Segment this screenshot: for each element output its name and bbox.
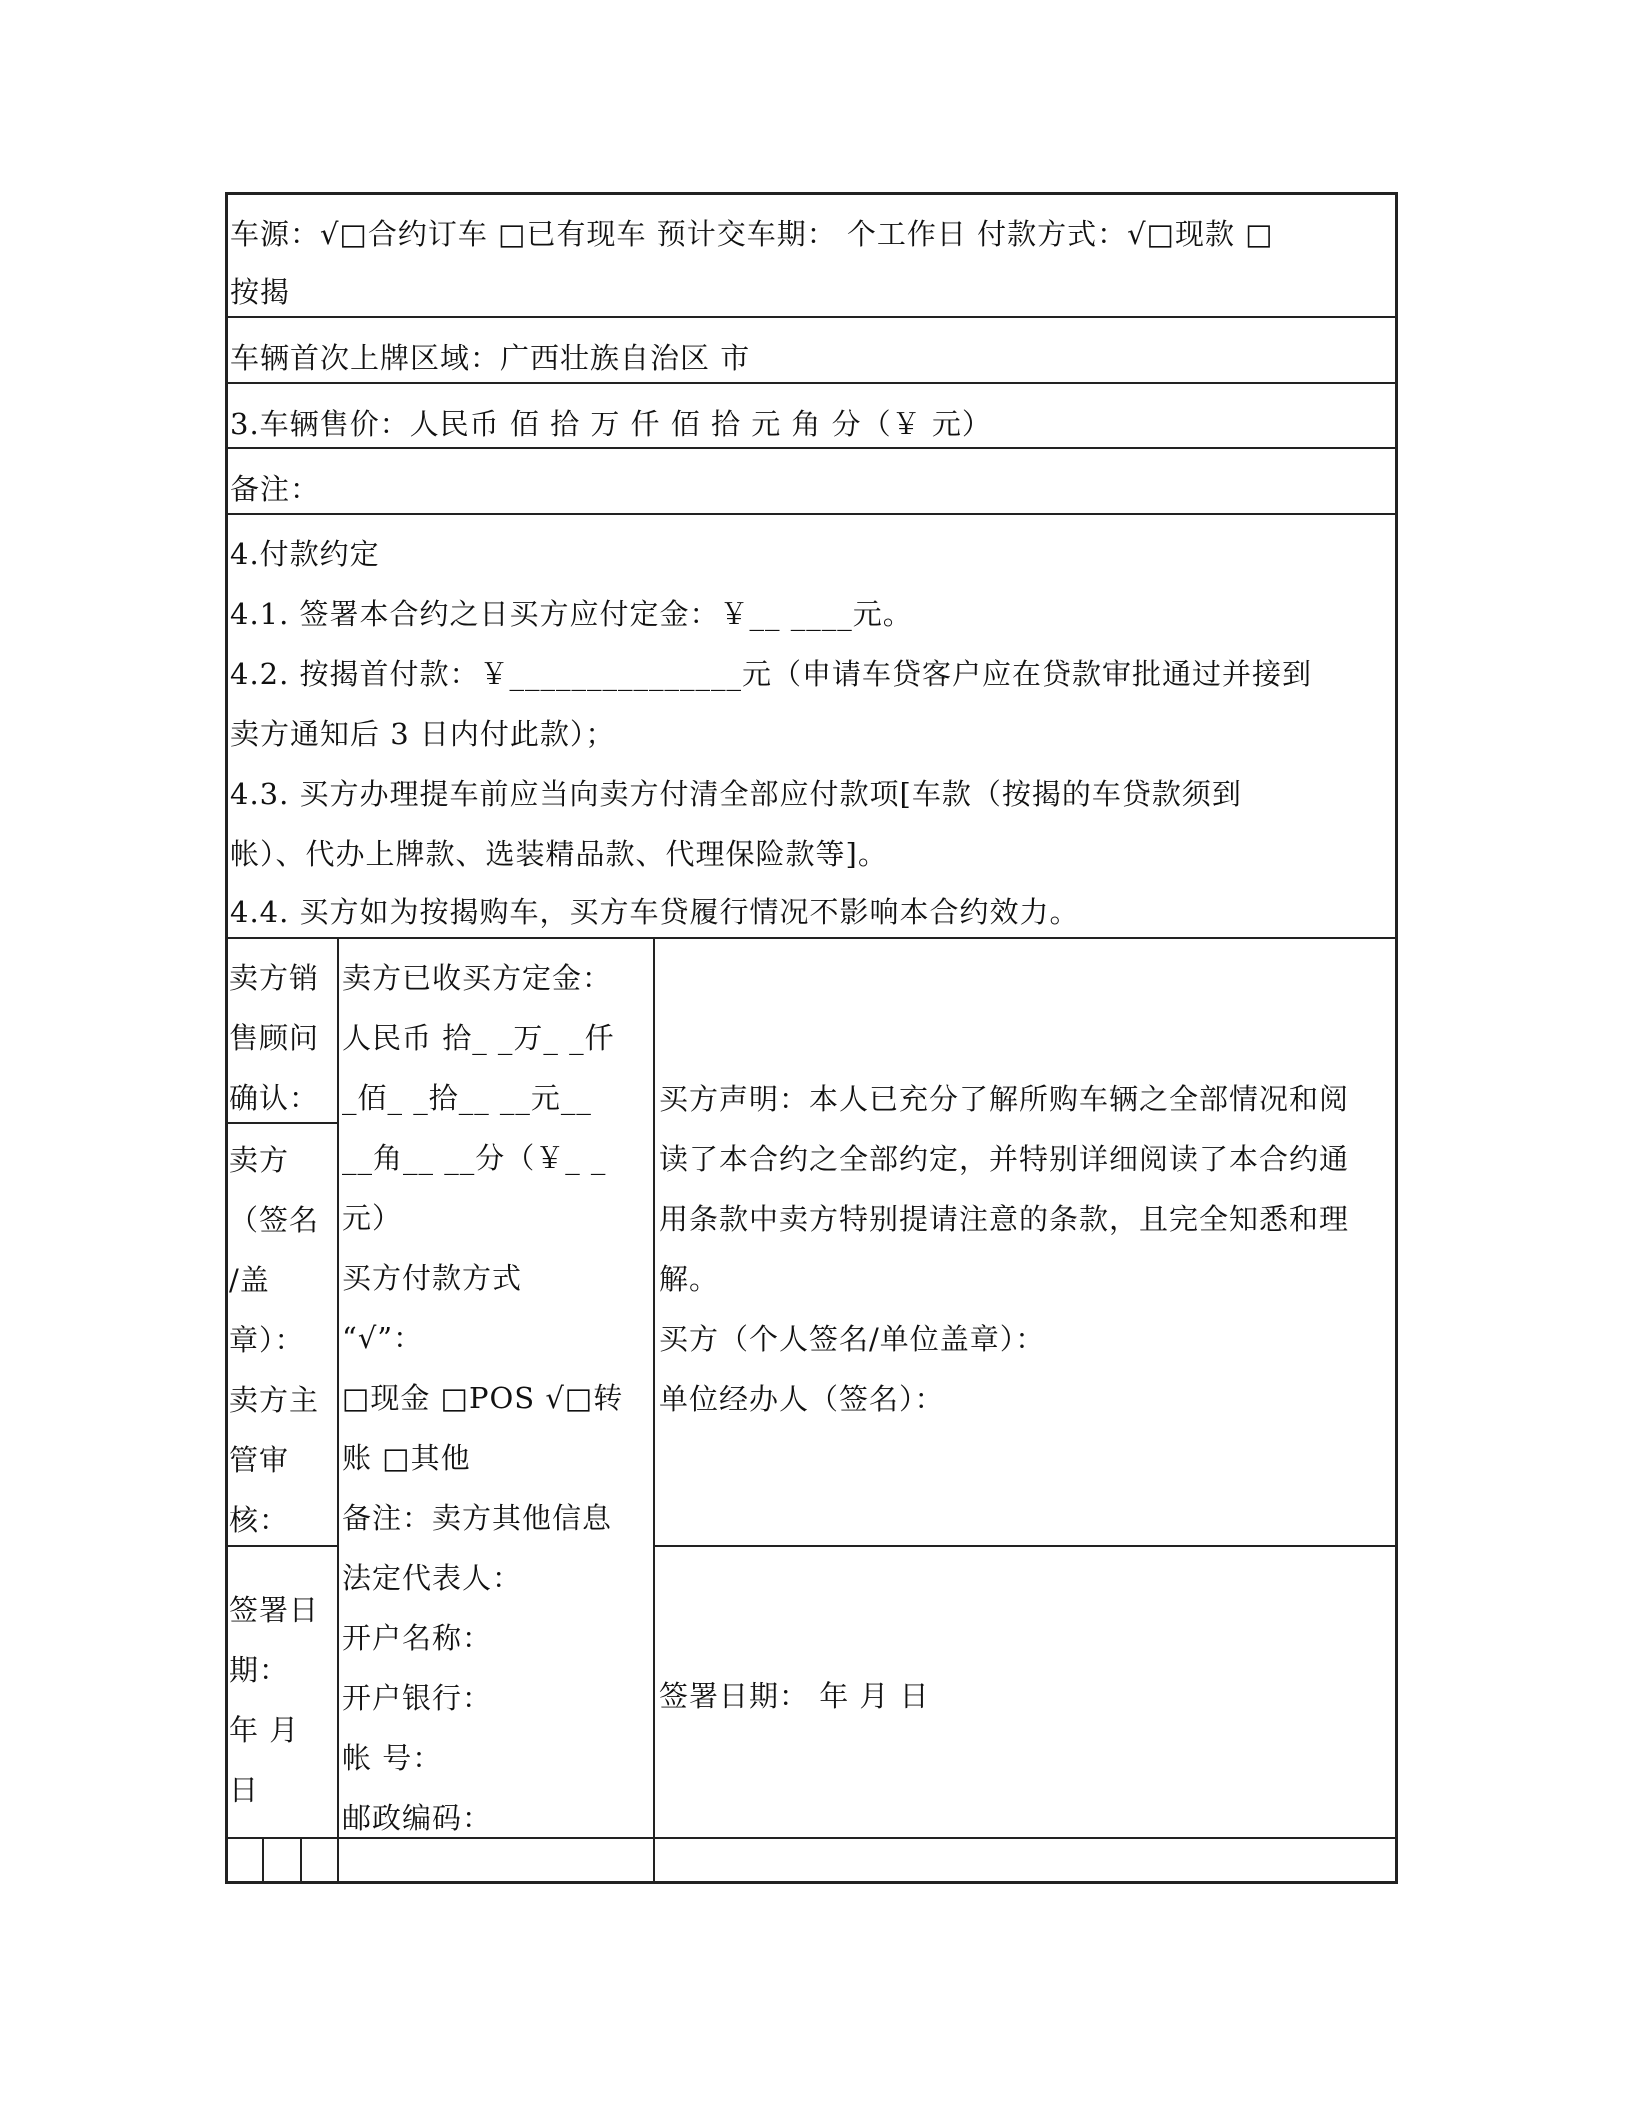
- mid-line: 帐 号：: [342, 1741, 443, 1775]
- date-label: 年 月: [229, 1713, 300, 1747]
- declaration-line: 解。: [659, 1262, 720, 1296]
- mid-line: □现金 □POS √□转: [342, 1381, 624, 1415]
- date-label: 期：: [229, 1653, 290, 1687]
- mid-line: “√”：: [342, 1321, 424, 1355]
- vehicle-source-line2: 按揭: [230, 275, 291, 309]
- payment-clause-2b: 卖方通知后 3 日内付此款）；: [230, 717, 616, 751]
- mid-line: 买方付款方式: [342, 1261, 523, 1295]
- seller-label: /盖: [229, 1263, 270, 1297]
- remarks: 备注：: [230, 472, 321, 506]
- mid-line: 备注：卖方其他信息: [342, 1501, 613, 1535]
- mid-line: 开户银行：: [342, 1681, 493, 1715]
- seller-label: 管审: [229, 1443, 290, 1477]
- consultant-label: 确认：: [229, 1081, 320, 1115]
- declaration-line: 用条款中卖方特别提请注意的条款，且完全知悉和理: [659, 1202, 1350, 1236]
- mid-line: 元）: [342, 1201, 403, 1235]
- mid-line: _佰_ _拾__ __元__: [342, 1081, 592, 1115]
- seller-sign-cell: [229, 1130, 319, 1550]
- mid-line: 账 □其他: [342, 1441, 471, 1475]
- col-divider: [262, 1837, 264, 1884]
- seller-label: 章）：: [229, 1323, 305, 1357]
- consultant-label: 卖方销: [229, 961, 320, 995]
- agent-sign-label: 单位经办人（签名）：: [659, 1382, 945, 1416]
- declaration-line: 读了本合约之全部约定，并特别详细阅读了本合约通: [659, 1142, 1350, 1176]
- seller-label: 卖方: [229, 1143, 290, 1177]
- payment-clause-3a: 4.3. 买方办理提车前应当向卖方付清全部应付款项[车款（按揭的车贷款须到: [230, 777, 1242, 811]
- vehicle-source-line1: 车源：√□合约订车 □已有现车 预计交车期： 个工作日 付款方式：√□现款 □: [230, 217, 1274, 251]
- mid-line: 卖方已收买方定金：: [342, 961, 613, 995]
- row-divider: [653, 1545, 1398, 1547]
- consultant-label: 售顾问: [229, 1021, 320, 1055]
- sign-date-left-cell: [229, 1580, 319, 1820]
- row-divider: [225, 513, 1398, 515]
- payment-clause-1: 4.1. 签署本合约之日买方应付定金：￥__ ____元。: [230, 597, 913, 631]
- col-divider: [653, 937, 655, 1884]
- mid-line: 开户名称：: [342, 1621, 493, 1655]
- declaration-line: 买方声明：本人已充分了解所购车辆之全部情况和阅: [659, 1082, 1350, 1116]
- mid-line: 人民币 拾_ _万_ _仟: [342, 1021, 615, 1055]
- seller-label: （签名: [229, 1203, 320, 1237]
- mid-line: 法定代表人：: [342, 1561, 523, 1595]
- registration-region: 车辆首次上牌区域：广西壮族自治区 市: [230, 341, 751, 375]
- seller-label: 卖方主: [229, 1383, 320, 1417]
- buyer-sign-label: 买方（个人签名/单位盖章）：: [659, 1322, 1046, 1356]
- seller-label: 核：: [229, 1503, 290, 1537]
- consultant-confirm-cell: [229, 948, 319, 1128]
- payment-clause-2a: 4.2. 按揭首付款：￥_______________元（申请车贷客户应在贷款审批通过并接到: [230, 657, 1313, 691]
- vehicle-price: 3.车辆售价：人民币 佰 拾 万 仟 佰 拾 元 角 分（￥ 元）: [230, 407, 992, 441]
- buyer-declaration-cell: [659, 1069, 1349, 1429]
- row-divider: [225, 316, 1398, 318]
- payment-title: 4.付款约定: [230, 537, 380, 571]
- deposit-info-cell: [342, 948, 623, 1848]
- sign-date-right: 签署日期： 年 月 日: [659, 1679, 930, 1713]
- date-label: 签署日: [229, 1593, 320, 1627]
- col-divider: [300, 1837, 302, 1884]
- payment-clause-4: 4.4. 买方如为按揭购车，买方车贷履行情况不影响本合约效力。: [230, 895, 1080, 929]
- col-divider: [337, 937, 339, 1884]
- mid-line: __角__ __分（￥_ _: [342, 1141, 607, 1175]
- date-label: 日: [229, 1773, 260, 1807]
- mid-line: 邮政编码：: [342, 1801, 493, 1835]
- payment-clause-3b: 帐）、代办上牌款、选装精品款、代理保险款等]。: [230, 837, 888, 871]
